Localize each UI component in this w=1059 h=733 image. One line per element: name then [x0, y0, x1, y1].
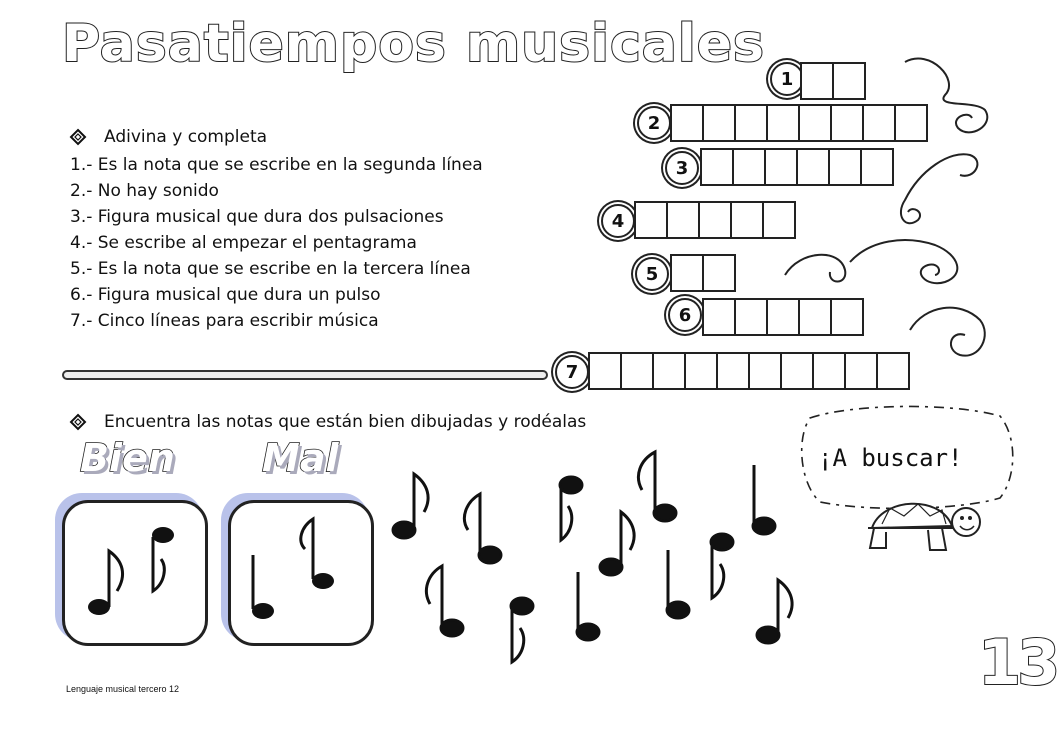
eighth-note-icon [426, 566, 463, 636]
eighth-note-icon [560, 477, 582, 540]
thought-bubble [790, 398, 1020, 568]
bad-label: Mal [262, 436, 339, 480]
bubble-text: ¡A buscar! [818, 444, 963, 472]
crossword-number-6: 6 [668, 298, 702, 332]
clue-item: 7.- Cinco líneas para escribir música [70, 311, 379, 331]
clue-item: 1.- Es la nota que se escribe en la segunda línea [70, 155, 483, 175]
eighth-note-icon [600, 512, 634, 575]
clue-item: 5.- Es la nota que se escribe en la tercera línea [70, 259, 471, 279]
page-number: 13 [978, 626, 1057, 699]
crossword-number-7: 7 [555, 355, 589, 389]
clue-item: 4.- Se escribe al empezar el pentagrama [70, 233, 417, 253]
good-label: Bien [80, 436, 175, 480]
section2-heading-text: Encuentra las notas que están bien dibujadas y rodéalas [104, 412, 587, 432]
crossword-number-5: 5 [635, 257, 669, 291]
eighth-note-icon [757, 580, 792, 643]
crossword-number-2: 2 [637, 106, 671, 140]
eighth-note-icon [464, 494, 501, 563]
eighth-note-icon [577, 572, 599, 640]
clue-item: 6.- Figura musical que dura un pulso [70, 285, 381, 305]
eighth-note-icon [753, 465, 775, 534]
page-title: Pasatiempos musicales [62, 14, 765, 74]
crossword-number-1: 1 [770, 62, 804, 96]
clue-item: 3.- Figura musical que dura dos pulsaciones [70, 207, 444, 227]
eighth-note-icon [511, 598, 533, 662]
footer: Lenguaje musical tercero 12 [66, 684, 180, 694]
section1-heading-text: Adivina y completa [104, 127, 268, 147]
eighth-note-icon [711, 534, 733, 598]
eighth-note-icon [393, 474, 428, 538]
eighth-note-icon [667, 550, 689, 618]
eighth-note-icon [638, 452, 676, 521]
turtle-icon [868, 504, 980, 550]
crossword-number-4: 4 [601, 204, 635, 238]
crossword-number-3: 3 [665, 151, 699, 185]
clue-item: 2.- No hay sonido [70, 181, 219, 201]
